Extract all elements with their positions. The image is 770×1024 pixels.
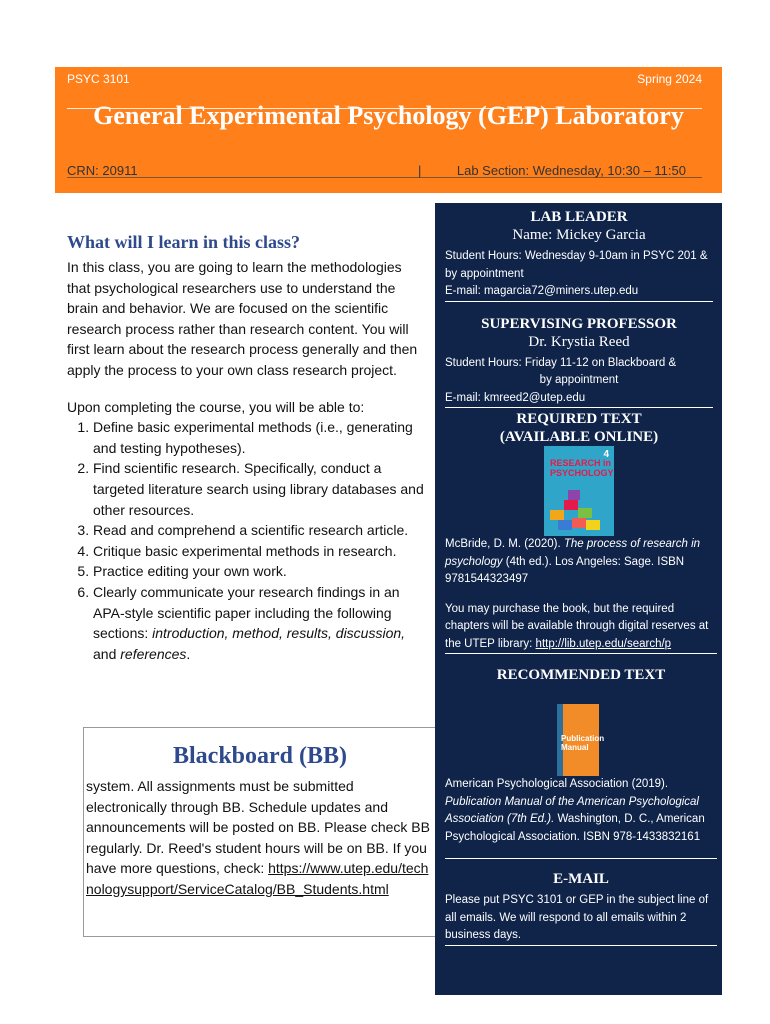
outcome-text: Clearly communicate your research findings in an APA-style scientific paper including the following sections: bbox=[93, 583, 400, 642]
outcome-item: 4. Critique basic experimental methods in research. bbox=[93, 541, 427, 562]
crn: CRN: 20911 bbox=[67, 163, 138, 178]
lab-leader-hours: Student Hours: Wednesday 9-10am in PSYC 201 & by appointment bbox=[445, 250, 708, 280]
citation-title: The process of research in psychology bbox=[445, 538, 701, 568]
required-heading: REQUIRED TEXT (AVAILABLE ONLINE) bbox=[499, 411, 659, 445]
header-banner bbox=[55, 67, 722, 193]
lab-leader-name: Name: Mickey Garcia bbox=[512, 227, 646, 243]
outcome-and: and bbox=[93, 645, 121, 662]
divider bbox=[445, 653, 717, 654]
professor-heading: SUPERVISING PROFESSOR bbox=[481, 315, 677, 332]
required-book-cover bbox=[544, 446, 614, 536]
header-separator: | bbox=[418, 163, 422, 178]
rec-citation-details: Washington, D. C., American Psychological Association. ISBN 978-1433832161 bbox=[445, 813, 705, 843]
blackboard-title: Blackboard (BB) bbox=[172, 743, 348, 769]
professor-name: Dr. Krystia Reed bbox=[528, 333, 630, 350]
book-edition: 4 bbox=[603, 449, 609, 460]
divider bbox=[445, 945, 717, 946]
page-title: General Experimental Psychology (GEP) Laboratory bbox=[93, 101, 684, 130]
book-blocks-image bbox=[548, 486, 608, 532]
outcome-item: 2. Find scientific research. Specifically, conduct a targeted literature search using library databases and other resources. bbox=[93, 458, 427, 520]
citation-details: (4th ed.). Los Angeles: Sage. ISBN 9781544323497 bbox=[445, 555, 685, 585]
required-citation bbox=[445, 536, 717, 589]
outcome-references: references bbox=[120, 645, 187, 662]
blackboard-link[interactable]: https://www.utep.edu/technologysupport/ServiceCatalog/BB_Students.html bbox=[86, 860, 429, 897]
recommended-heading: RECOMMENDED TEXT bbox=[496, 667, 666, 683]
outcome-item: 5. Practice editing your own work. bbox=[93, 561, 427, 582]
professor-email: E-mail: kmreed2@utep.edu bbox=[445, 391, 586, 404]
outcome-period: . bbox=[186, 645, 191, 662]
required-note-text: You may purchase the book, but the required chapters will be available through digital reserves at the UTEP library: bbox=[445, 602, 709, 650]
header-lower-rule bbox=[67, 177, 702, 178]
learn-lead: Upon completing the course, you will be able to: bbox=[67, 398, 365, 415]
rec-citation-title: Publication Manual of the American Psychological Association (7th Ed.). bbox=[445, 795, 699, 825]
professor-hours-2: by appointment bbox=[539, 374, 619, 386]
term: Spring 2024 bbox=[637, 72, 702, 86]
book-title: RESEARCH in PSYCHOLOGY bbox=[550, 458, 614, 478]
outcome-sections: introduction, method, results, discussion, bbox=[152, 625, 406, 642]
outcomes-list bbox=[67, 417, 427, 664]
email-heading: E-MAIL bbox=[553, 871, 609, 887]
learn-intro: In this class, you are going to learn the methodologies that psychological researchers use to understand the brain and behavior. We are focused on the scientific research process rather than research content. You will first learn about the research process generally and then apply the process to your own class research project. bbox=[67, 259, 418, 378]
recommended-book-cover bbox=[557, 704, 605, 776]
course-code: PSYC 3101 bbox=[67, 72, 130, 86]
email-text: Please put PSYC 3101 or GEP in the subject line of all emails. We will respond to all emails within 2 business days. bbox=[445, 894, 709, 941]
outcome-item: 3. Read and comprehend a scientific research article. bbox=[93, 520, 427, 541]
lab-section: Lab Section: Wednesday, 10:30 – 11:50 bbox=[456, 163, 686, 178]
recommended-citation bbox=[445, 776, 717, 846]
divider bbox=[445, 407, 713, 408]
required-note bbox=[445, 601, 717, 654]
recommended-book-label: Publication Manual bbox=[561, 734, 605, 752]
learn-heading: What will I learn in this class? bbox=[67, 232, 301, 252]
library-link[interactable]: http://lib.utep.edu/search/p bbox=[535, 637, 672, 650]
divider bbox=[445, 858, 717, 859]
lab-leader-heading: LAB LEADER bbox=[530, 209, 628, 225]
professor-hours: Student Hours: Friday 11-12 on Blackboard & bbox=[445, 356, 677, 369]
citation-author: McBride, D. M. (2020). bbox=[445, 538, 564, 550]
blackboard-body: system. All assignments must be submitted electronically through BB. Schedule updates and announcements will be posted on BB. Please check BB regularly. Dr. Reed's student hours will be on BB. If you have more questions, check: bbox=[86, 778, 430, 877]
blackboard-box bbox=[83, 727, 437, 937]
divider bbox=[445, 301, 713, 302]
info-sidebar bbox=[435, 203, 722, 995]
outcome-item: 1. Define basic experimental methods (i.e., generating and testing hypotheses). bbox=[93, 417, 427, 458]
blackboard-text bbox=[84, 776, 436, 900]
rec-citation-author: American Psychological Association (2019). bbox=[445, 778, 669, 790]
learning-section bbox=[67, 232, 427, 664]
outcome-item bbox=[93, 582, 427, 664]
lab-leader-email: E-mail: magarcia72@miners.utep.edu bbox=[445, 285, 639, 297]
